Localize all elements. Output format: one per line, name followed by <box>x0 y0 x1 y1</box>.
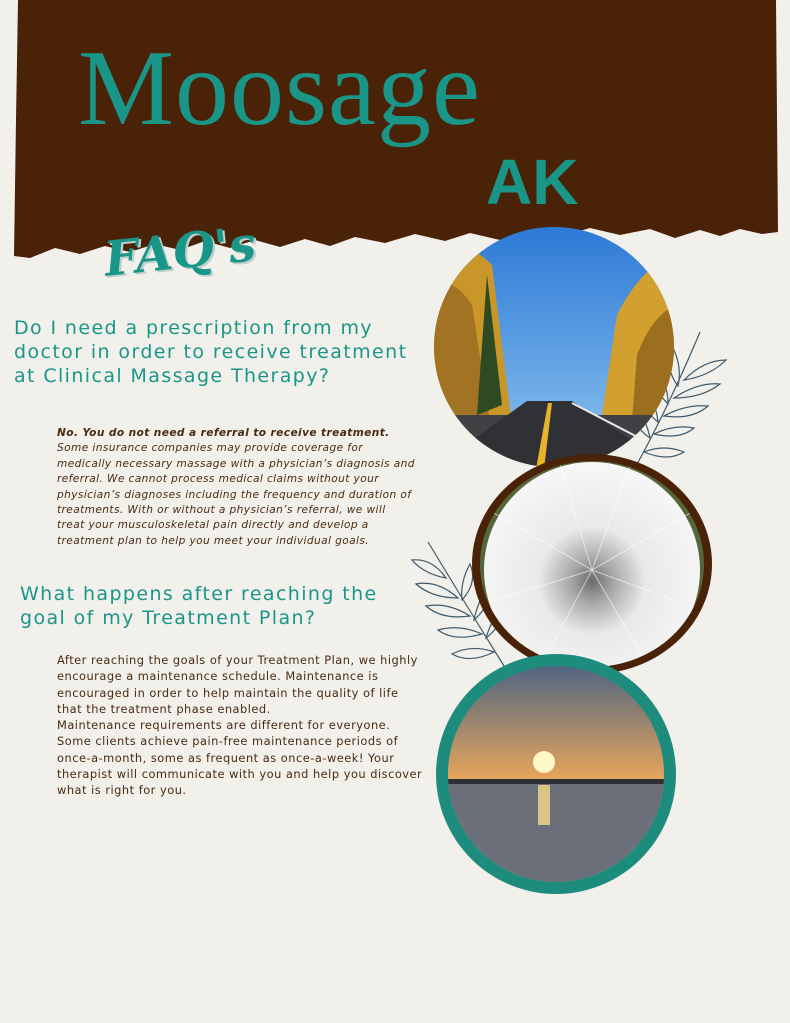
faq-answer-2 <box>57 652 427 799</box>
faq-answer-1-body: Some insurance companies may provide coverage for medically necessary massage with a physician’s diagnosis and referral. We cannot process medical claims without your physician’s diagnoses including the frequency and duration of treatments. With or without a physician’s referral, we will treat your musculoskeletal pain directly and develop a treatment plan to help you meet your individual goals. <box>57 442 415 547</box>
faq-question-2: What happens after reaching the goal of my Treatment Plan? <box>20 583 378 629</box>
faq-answer-1-lead: No. You do not need a referral to receive treatment. <box>57 427 390 439</box>
faq-answer-1 <box>57 426 417 549</box>
faq-answer-2-paragraph-2: Maintenance requirements are different for everyone. Some clients achieve pain-free maintenance periods of once-a-month, some as frequent as once-a-week! Your therapist will communicate with you and help you discover what is right for you. <box>57 718 423 798</box>
faq-answer-2-paragraph-1: After reaching the goals of your Treatment Plan, we highly encourage a maintenance schedule. Maintenance is encouraged in order to help maintain the quality of life that the treatment phase enabled. <box>57 653 418 716</box>
autumn-road-photo <box>432 225 676 469</box>
section-title: FAQ's <box>101 216 259 288</box>
lake-sunset-photo <box>434 653 678 895</box>
dandelion-seedhead-photo <box>470 452 714 676</box>
faq-question-1: Do I need a prescription from my doctor in order to receive treatment at Clinical Massage Therapy? <box>14 317 408 387</box>
brand-subtitle: AK <box>486 146 579 218</box>
brand-title: Moosage <box>78 29 481 148</box>
